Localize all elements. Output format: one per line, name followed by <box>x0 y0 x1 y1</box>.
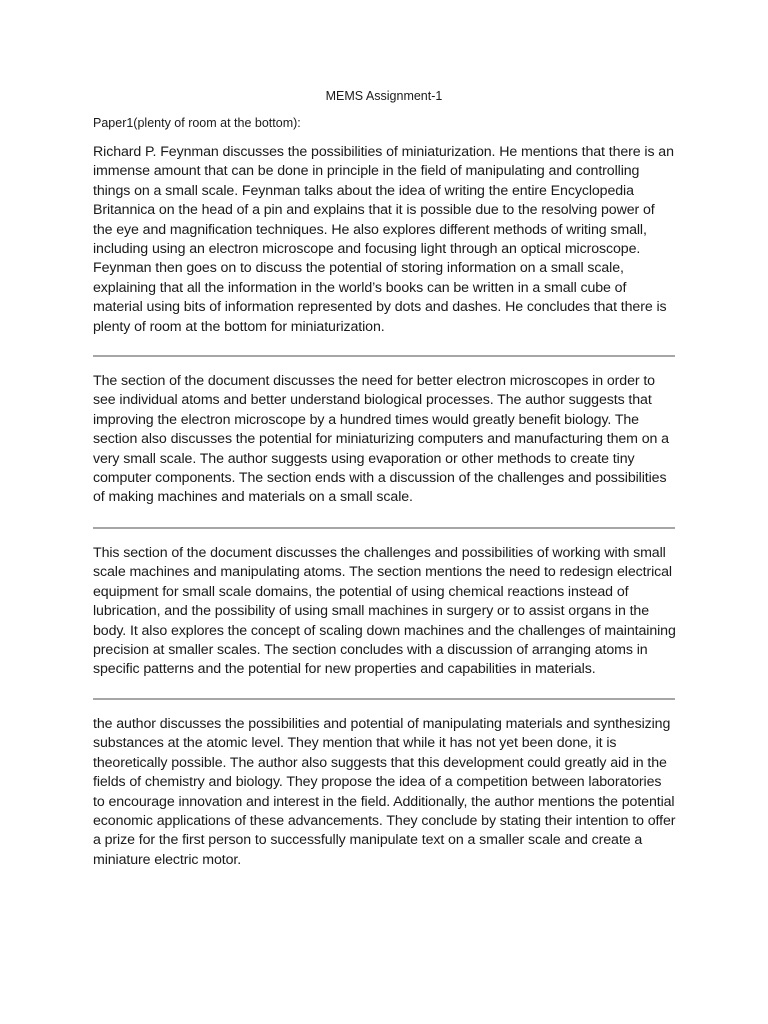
section-2-paragraph: The section of the document discusses the need for better electron microscopes in order to see individual atoms and better understand biological processes. The author suggests that improving the electron microscope by a hundred times would greatly benefit biology. The section also discusses the potential for miniaturizing computers and manufacturing them on a very small scale. The author suggests using evaporation or other methods to create tiny computer components. The section ends with a discussion of the challenges and possibilities of making machines and materials on a small scale. <box>93 373 669 506</box>
section-3-paragraph: This section of the document discusses the challenges and possibilities of working with small scale machines and manipulating atoms. The section mentions the need to redesign electrical equipment for small scale domains, the potential of using chemical reactions instead of lubrication, and the possibility of using small machines in surgery or to assist organs in the body. It also explores the concept of scaling down machines and the challenges of maintaining precision at smaller scales. The section concludes with a discussion of arranging atoms in specific patterns and the potential for new properties and capabilities in materials. <box>93 545 676 678</box>
summary-section-2 <box>93 372 676 508</box>
section-divider <box>93 355 675 357</box>
summary-section-3 <box>93 544 676 680</box>
section-divider <box>93 527 675 529</box>
section-1-paragraph: Richard P. Feynman discusses the possibilities of miniaturization. He mentions that there is an immense amount that can be done in principle in the field of manipulating and controlling things on a small scale. Feynman talks about the idea of writing the entire Encyclopedia Britannica on the head of a pin and explains that it is possible due to the resolving power of the eye and magnification techniques. He also explores different methods of writing small, including using an electron microscope and focusing light through an optical microscope. Feynman then goes on to discuss the potential of storing information on a small scale, explaining that all the information in the world’s books can be written in a small cube of material using bits of information represented by dots and dashes. He concludes that there is plenty of room at the bottom for miniaturization. <box>93 144 674 335</box>
summary-section-1 <box>93 143 676 337</box>
section-4-paragraph: the author discusses the possibilities and potential of manipulating materials and synthesizing substances at the atomic level. They mention that while it has not yet been done, it is theoretically possible. The author also suggests that this development could greatly aid in the fields of chemistry and biology. They propose the idea of a competition between laboratories to encourage innovation and interest in the field. Additionally, the author mentions the potential economic applications of these advancements. They conclude by stating their intention to offer a prize for the first person to successfully manipulate text on a smaller scale and create a miniature electric motor. <box>93 716 676 868</box>
summary-section-4 <box>93 715 676 870</box>
document-title: MEMS Assignment-1 <box>325 89 443 103</box>
paper-heading: Paper1(plenty of room at the bottom): <box>93 116 301 130</box>
section-divider <box>93 698 675 700</box>
